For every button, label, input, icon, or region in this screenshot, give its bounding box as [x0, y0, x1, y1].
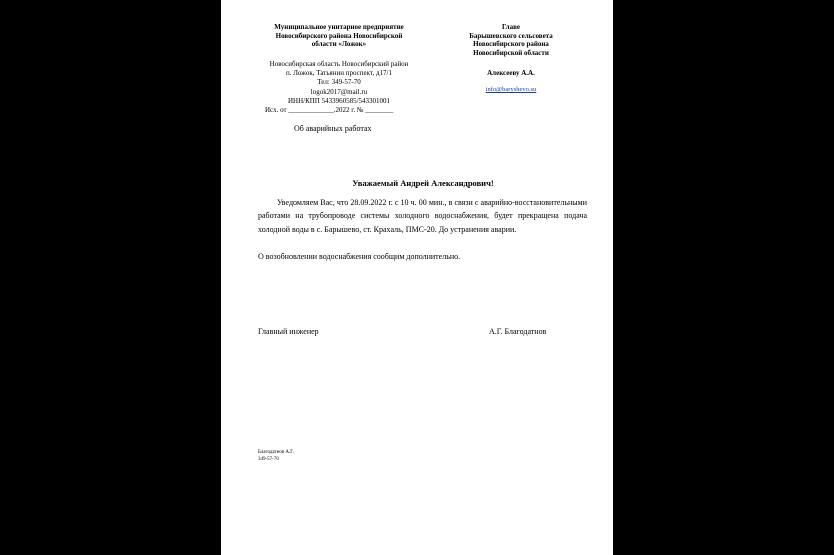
executor-name: Благодатнов А.Г. [258, 450, 294, 455]
document-page [221, 0, 613, 555]
recipient-email-link[interactable]: info@baryshevo.su [485, 86, 537, 93]
letter-subject: Об аварийных работах [294, 124, 372, 133]
recipient-line: Новосибирской области [473, 48, 549, 57]
body-paragraph-1: Уведомляем Вас, что 28.09.2022 г. с 10 ч. 00 мин., в связи с аварийно-восстановительными работами на трубопроводе системы холодного водоснабжения, будет прекращена подача холодной воды в с. Барышево, ст. Краxаль, ПМС-20. До устранения аварии. [258, 198, 587, 234]
executor-phone: 349-57-70 [258, 457, 279, 462]
signature-name: А.Г. Благодатнов [489, 327, 547, 336]
sender-inn-kpp: ИНН/КПП 5433960585/543301001 [287, 96, 391, 105]
body-paragraph-2: О возобновлении водоснабжения сообщим дополнительно. [258, 252, 461, 261]
sender-name-line: Муниципальное унитарное предприятие [274, 23, 404, 31]
recipient-line: Главе [502, 23, 520, 31]
sender-address-block [259, 60, 419, 106]
sender-name-line: Новосибирского района Новосибирской [275, 31, 403, 40]
recipient-name: Алексееву А.А. [487, 69, 535, 77]
recipient-line: Барышевского сельсовета [469, 31, 553, 40]
sender-email: logok2017@mail.ru [310, 87, 368, 96]
greeting: Уважаемый Андрей Александрович! [352, 178, 494, 188]
signature-title: Главный инженер [258, 327, 319, 336]
sender-organization [259, 23, 419, 49]
sender-name-line: области «Ложок» [311, 40, 367, 49]
sender-address-line: п. Ложок, Татьянин проспект, д17/1 [286, 69, 392, 78]
sender-phone: Тел: 349-57-70 [317, 78, 361, 87]
sender-address-line: Новосибирская область Новосибирский район [269, 60, 409, 68]
recipient-block [453, 23, 569, 57]
outgoing-reference: Исх. от _____________.2022 г. № ________ [265, 106, 394, 114]
recipient-line: Новосибирского района [473, 40, 549, 49]
